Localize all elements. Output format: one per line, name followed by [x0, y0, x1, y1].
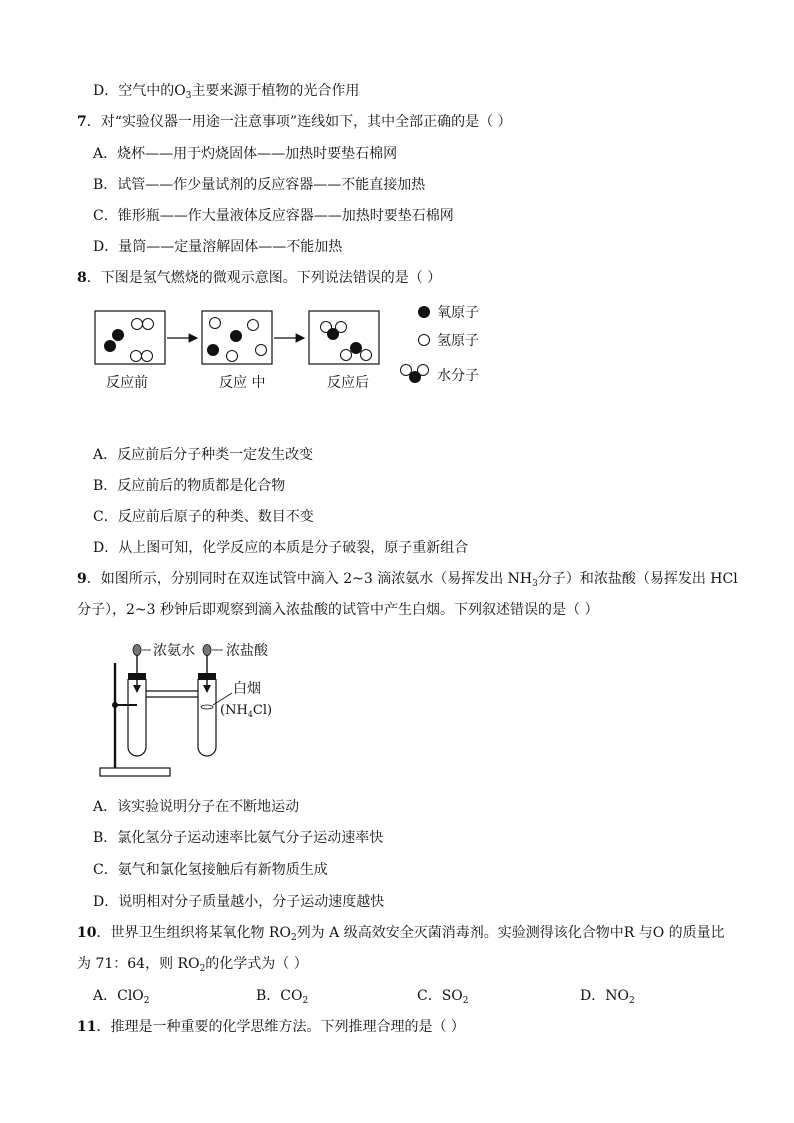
test-tube-hcl — [198, 645, 216, 757]
q10-stem-line1: 10．世界卫生组织将某氧化物 $RO_2$列为 A 级高效安全灭菌消毒剂。实验测得该化合物中R 与O 的质量比 — [77, 925, 725, 943]
q9-apparatus-diagram — [95, 635, 295, 780]
q11-stem: 11．推理是一种重要的化学思维方法。下列推理合理的是（ ） — [77, 1019, 465, 1035]
hydrogen-atom — [143, 319, 154, 330]
oxygen-atom — [350, 342, 362, 354]
q9-option-d: D．说明相对分子质量越小，分子运动速度越快 — [93, 894, 385, 910]
label-white-smoke: 白烟 — [233, 681, 261, 697]
hydrogen-atom-legend-icon — [419, 335, 430, 346]
q10-option-b: B．$CO_2$ — [256, 988, 309, 1006]
oxygen-atom-legend-icon — [409, 371, 421, 383]
q9-option-a: A．该实验说明分子在不断地运动 — [93, 799, 300, 815]
hydrogen-atom — [132, 319, 143, 330]
hydrogen-atom — [248, 320, 259, 331]
q8-option-a: A．反应前后分子种类一定发生改变 — [93, 447, 314, 463]
hydrogen-atom-legend-icon — [401, 365, 412, 376]
q8-stem: 8．下图是氢气燃烧的微观示意图。下列说法错误的是（ ） — [77, 270, 442, 286]
label-during-reaction: 反应 中 — [219, 375, 266, 391]
hydrogen-atom — [131, 351, 142, 362]
q10-option-a: A．ClO$_2$ — [93, 988, 150, 1006]
oxygen-atom — [230, 330, 242, 342]
box-before-reaction — [95, 311, 165, 364]
q6-option-d: D．空气中的$O_3$主要来源于植物的光合作用 — [93, 83, 360, 101]
test-tube-ammonia — [128, 645, 146, 756]
q9-stem-line1: 9．如图所示，分别同时在双连试管中滴入 2~3 滴浓氨水（易挥发出 $NH_3$分子）和浓盐酸（易挥发出 HCl — [77, 571, 738, 589]
q9-stem-line2: 分子），2~3 秒钟后即观察到滴入浓盐酸的试管中产生白烟。下列叙述错误的是（ ） — [77, 602, 599, 618]
label-concentrated-ammonia: 浓氨水 — [153, 643, 195, 659]
q7-option-d: D．量筒——定量溶解固体——不能加热 — [93, 239, 343, 255]
q10-option-d: D．$NO_2$ — [580, 988, 635, 1006]
q8-option-b: B．反应前后的物质都是化合物 — [93, 478, 286, 494]
connecting-tube — [146, 691, 198, 697]
q10-stem-line2: 为 71：64，则 $RO_2$的化学式为（ ） — [77, 956, 308, 974]
q7-stem: 7．对“实验仪器一用途一注意事项”连线如下，其中全部正确的是（ ） — [77, 114, 512, 130]
hydrogen-atom — [210, 318, 221, 329]
q7-option-b: B．试管——作少量试剂的反应容器——不能直接加热 — [93, 177, 426, 193]
box-during-reaction — [202, 311, 272, 364]
label-after-reaction: 反应后 — [327, 375, 369, 391]
legend-oxygen: 氧原子 — [437, 305, 479, 321]
legend-hydrogen: 氢原子 — [437, 333, 479, 349]
oxygen-atom — [104, 340, 116, 352]
label-before-reaction: 反应前 — [106, 375, 148, 391]
hydrogen-atom — [256, 345, 267, 356]
q9-option-c: C．氨气和氯化氢接触后有新物质生成 — [93, 862, 328, 878]
dropper-bulb — [203, 645, 211, 656]
legend-water: 水分子 — [437, 368, 479, 384]
hydrogen-atom — [361, 350, 372, 361]
q8-microscopic-diagram — [80, 298, 500, 398]
box-after-reaction — [309, 311, 379, 364]
q7-option-a: A．烧杯——用于灼烧固体——加热时要垫石棉网 — [93, 146, 398, 162]
hydrogen-atom — [227, 351, 238, 362]
q10-option-c: C．$SO_2$ — [417, 988, 469, 1006]
stand-base — [100, 768, 170, 776]
q9-option-b: B．氯化氢分子运动速率比氨气分子运动速率快 — [93, 830, 384, 846]
hydrogen-atom — [341, 350, 352, 361]
oxygen-atom — [207, 344, 219, 356]
q7-option-c: C．锥形瓶——作大量液体反应容器——加热时要垫石棉网 — [93, 208, 454, 224]
hydrogen-atom — [142, 351, 153, 362]
dropper-bulb — [133, 645, 141, 656]
oxygen-atom-legend-icon — [418, 306, 430, 318]
white-smoke — [201, 705, 213, 709]
oxygen-atom — [327, 328, 339, 340]
q8-option-d: D．从上图可知，化学反应的本质是分子破裂，原子重新组合 — [93, 540, 469, 556]
legend — [401, 305, 480, 384]
q8-option-c: C．反应前后原子的种类、数目不变 — [93, 509, 314, 525]
label-nh4cl: $(NH_4Cl)$ — [220, 703, 273, 719]
label-concentrated-hcl: 浓盐酸 — [226, 643, 268, 659]
oxygen-atom — [112, 329, 124, 341]
